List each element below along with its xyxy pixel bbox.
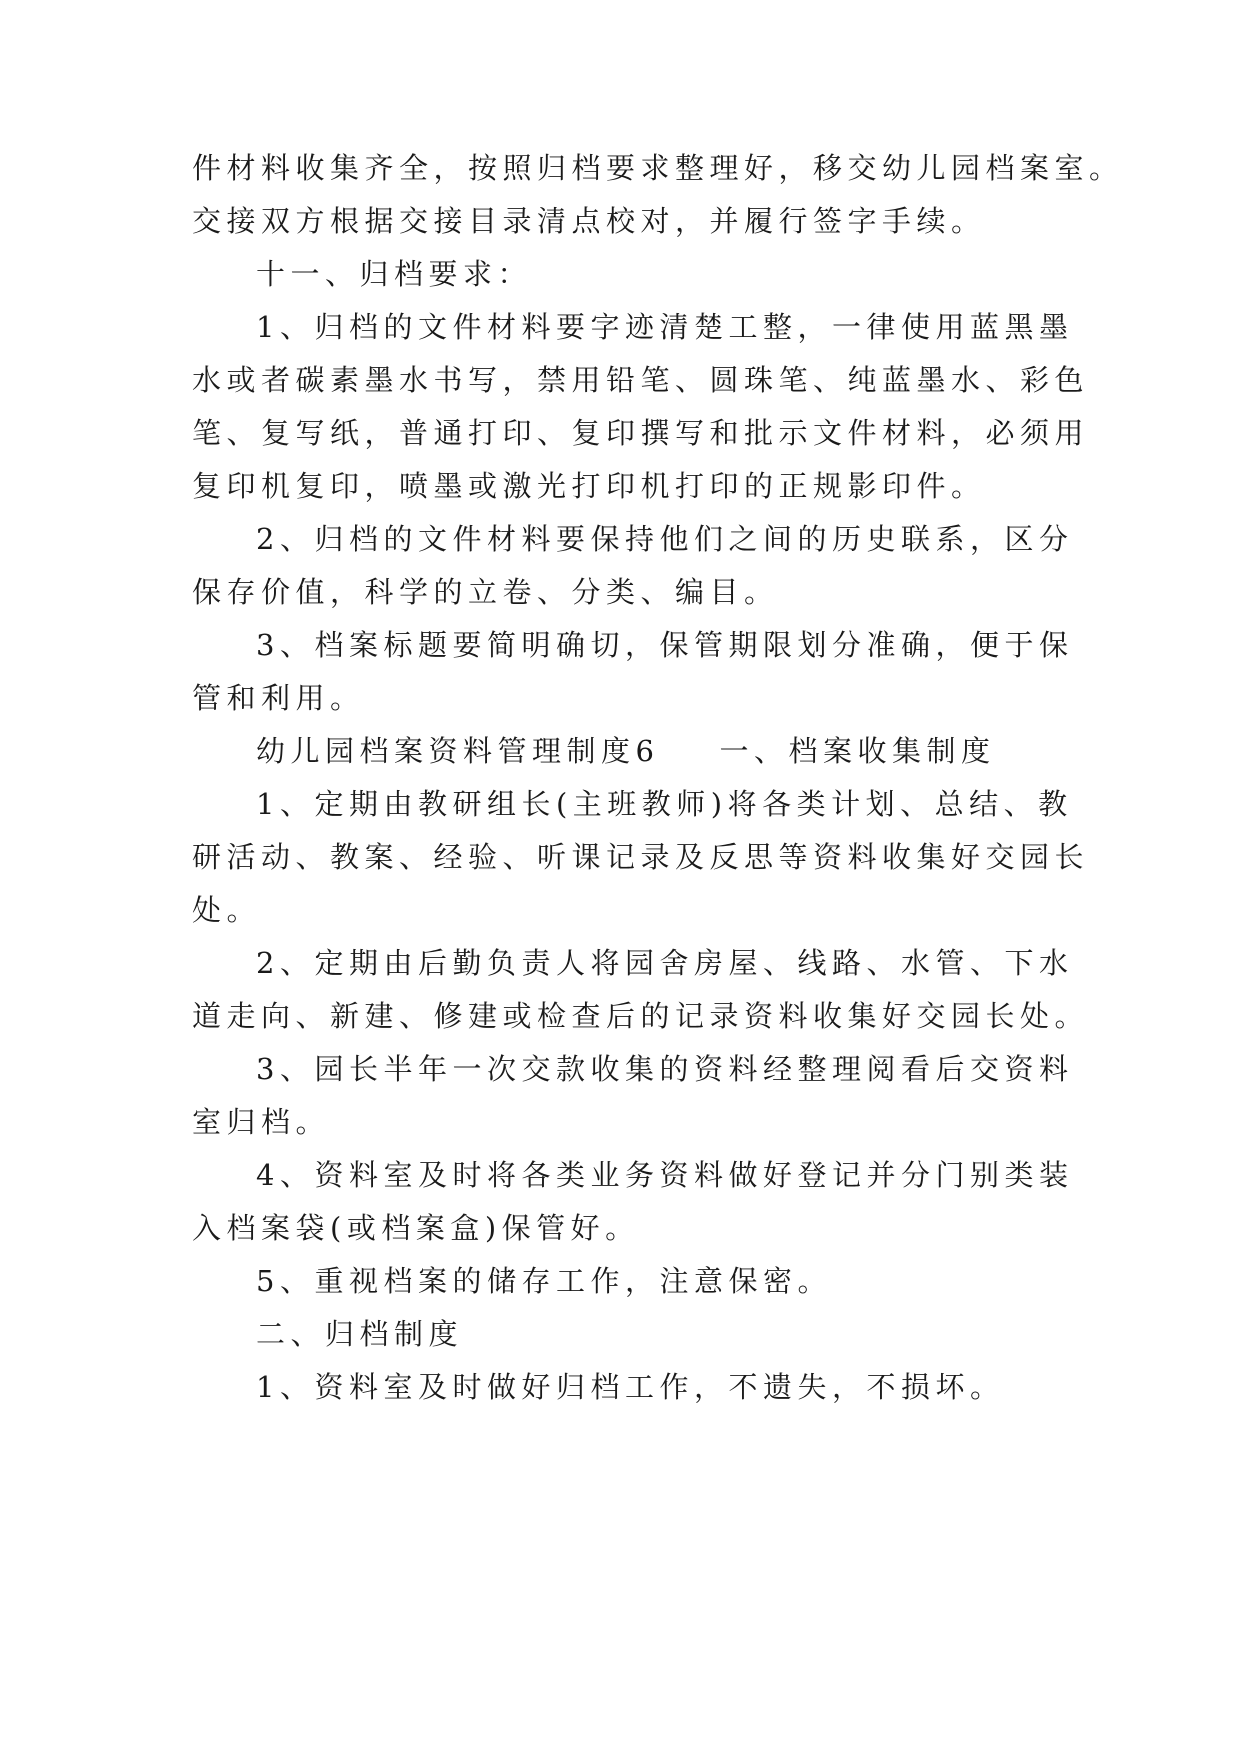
text-line: 处。	[192, 893, 262, 927]
text-line: 1、归档的文件材料要字迹清楚工整，一律使用蓝黑墨	[256, 310, 1074, 344]
text-line: 1、资料室及时做好归档工作，不遗失，不损坏。	[256, 1370, 1005, 1404]
text-line: 研活动、教案、经验、听课记录及反思等资料收集好交园长	[192, 840, 1090, 874]
text-line: 件材料收集齐全，按照归档要求整理好，移交幼儿园档案室。	[192, 151, 1124, 185]
text-line: 3、园长半年一次交款收集的资料经整理阅看后交资料	[256, 1052, 1074, 1086]
section-heading: 一、档案收集制度	[719, 734, 996, 768]
text-line: 道走向、新建、修建或检查后的记录资料收集好交园长处。	[192, 999, 1090, 1033]
text-line: 室归档。	[192, 1105, 331, 1139]
text-line: 5、重视档案的储存工作，注意保密。	[256, 1264, 832, 1298]
document-title-line	[256, 731, 1072, 771]
text-line: 2、归档的文件材料要保持他们之间的历史联系，区分	[256, 522, 1074, 556]
text-line: 复印机复印，喷墨或激光打印机打印的正规影印件。	[192, 469, 986, 503]
text-line: 入档案袋(或档案盒)保管好。	[192, 1211, 640, 1245]
text-line: 保存价值，科学的立卷、分类、编目。	[192, 575, 779, 609]
document-title: 幼儿园档案资料管理制度6	[256, 734, 660, 768]
text-line: 4、资料室及时将各类业务资料做好登记并分门别类装	[256, 1158, 1074, 1192]
text-line: 笔、复写纸，普通打印、复印撰写和批示文件材料，必须用	[192, 416, 1090, 450]
section-heading: 十一、归档要求：	[256, 257, 533, 291]
text-line: 2、定期由后勤负责人将园舍房屋、线路、水管、下水	[256, 946, 1074, 980]
text-line: 水或者碳素墨水书写，禁用铅笔、圆珠笔、纯蓝墨水、彩色	[192, 363, 1090, 397]
section-heading: 二、归档制度	[256, 1317, 464, 1351]
text-line: 3、档案标题要简明确切，保管期限划分准确，便于保	[256, 628, 1074, 662]
text-line: 交接双方根据交接目录清点校对，并履行签字手续。	[192, 204, 986, 238]
text-line: 1、定期由教研组长(主班教师)将各类计划、总结、教	[256, 787, 1073, 821]
text-line: 管和利用。	[192, 681, 365, 715]
